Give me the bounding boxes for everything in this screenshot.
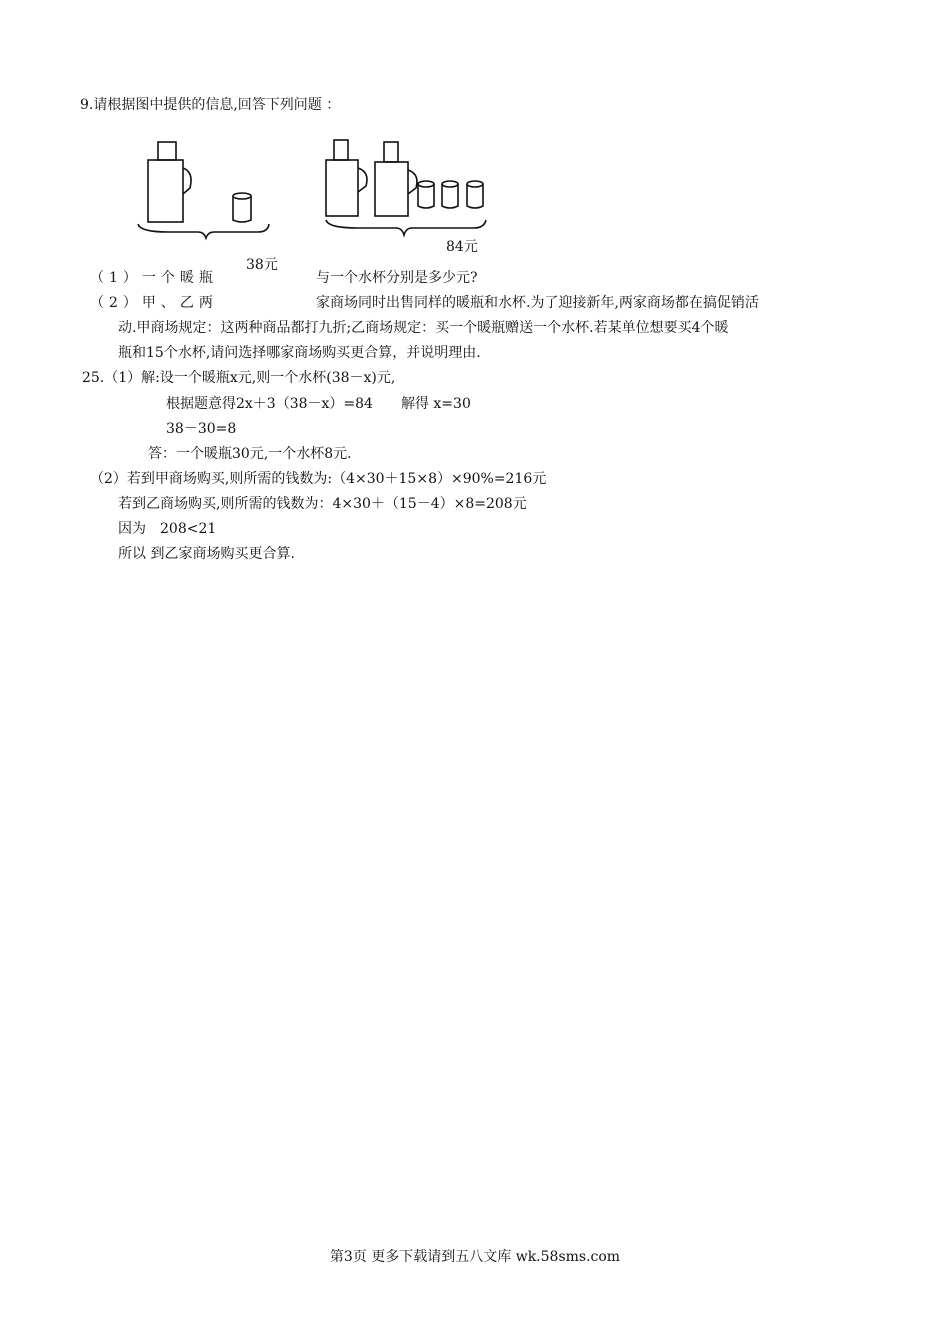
cup-icon	[233, 193, 251, 222]
thermos-icon	[148, 142, 191, 222]
answer2-line1: （2）若到甲商场购买,则所需的钱数为:（4×30＋15×8）×90%=216元	[90, 471, 547, 487]
price-label-right: 84元	[446, 239, 478, 255]
answer1-line4: 答：一个暖瓶30元,一个水杯8元.	[148, 446, 352, 462]
thermos-icon	[326, 140, 367, 216]
answer2-line2: 若到乙商场购买,则所需的钱数为：4×30＋（15－4）×8=208元	[118, 496, 527, 512]
price-label-left: 38元	[246, 257, 278, 273]
q2-line1: 家商场同时出售同样的暖瓶和水杯.为了迎接新年,两家商场都在搞促销活	[316, 295, 759, 311]
q2-line2: 动.甲商场规定：这两种商品都打九折;乙商场规定：买一个暖瓶赠送一个水杯.若某单位想要买4个暖	[118, 320, 729, 336]
q2-line3: 瓶和15个水杯,请问选择哪家商场购买更合算，并说明理由.	[118, 345, 481, 361]
brace-left	[138, 224, 269, 238]
cup-icon	[442, 181, 458, 208]
answer1-line3: 38－30=8	[166, 421, 237, 437]
q1-prefix: （1）一个暖瓶	[90, 270, 218, 286]
answer1-line2: 根据题意得2x＋3（38－x）=84 解得 x=30	[166, 396, 471, 412]
page-footer: 第3页 更多下载请到五八文库 wk.58sms.com	[329, 1249, 621, 1265]
question-title: 9.请根据图中提供的信息,回答下列问题 ：	[80, 97, 341, 113]
cup-icon	[467, 181, 483, 208]
answer2-line3: 因为 208<21	[118, 521, 217, 537]
thermos-icon	[375, 142, 417, 216]
q2-prefix: （2）甲、乙两	[90, 295, 218, 311]
brace-right	[326, 220, 486, 235]
answer2-line4: 所以 到乙家商场购买更合算.	[118, 546, 295, 562]
answer1-line1: 25.（1）解:设一个暖瓶x元,则一个水杯(38－x)元,	[82, 370, 396, 386]
thermos-cup-figure	[128, 138, 508, 273]
q1-suffix: 与一个水杯分别是多少元?	[316, 270, 478, 286]
cup-icon	[418, 181, 434, 208]
